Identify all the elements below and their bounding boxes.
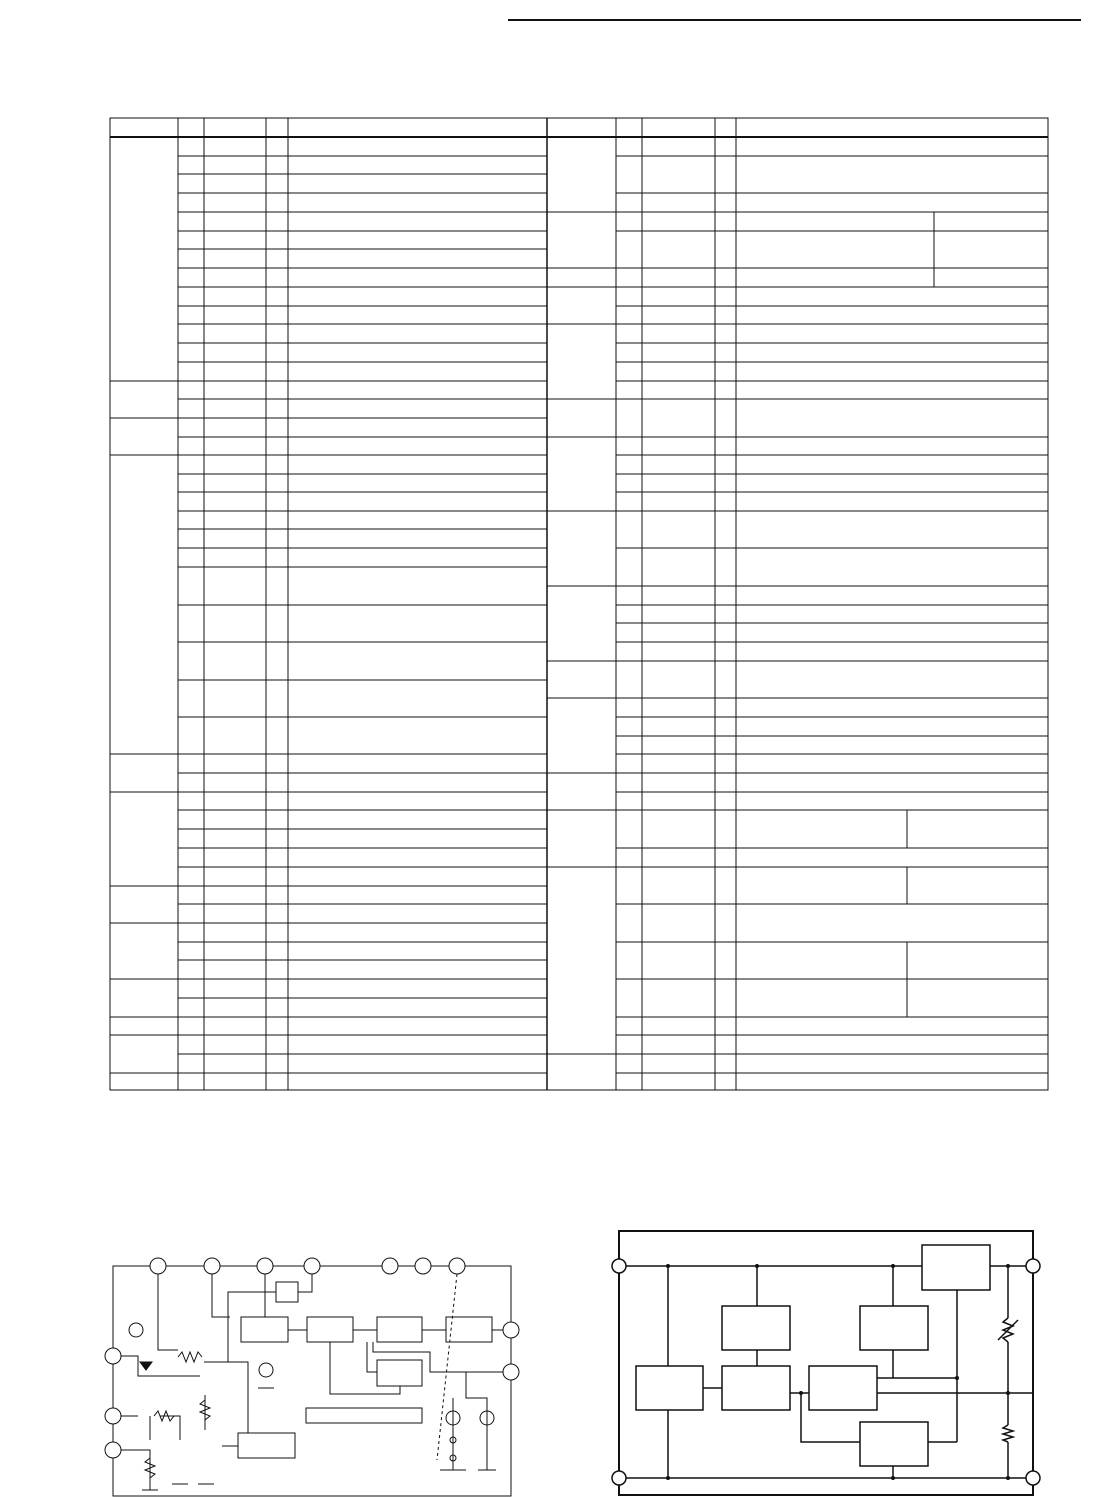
circuit-block xyxy=(922,1245,990,1290)
junction-dot xyxy=(891,1264,895,1268)
circuit-block xyxy=(238,1433,295,1458)
junction-dot xyxy=(799,1391,803,1395)
pin-terminal xyxy=(150,1258,166,1274)
dashed-link xyxy=(437,1274,457,1460)
right-rows xyxy=(547,156,1048,1073)
wire xyxy=(121,1356,200,1376)
circuit-block xyxy=(377,1317,422,1342)
pin-terminal xyxy=(304,1258,320,1274)
pin-terminal xyxy=(503,1322,519,1338)
pin-terminal xyxy=(1026,1259,1040,1273)
pin-table xyxy=(110,118,1048,1090)
junction-dot xyxy=(755,1264,759,1268)
resistor-icon xyxy=(1003,1425,1013,1442)
pin-terminal xyxy=(105,1348,121,1364)
junction-dot xyxy=(1006,1264,1010,1268)
circuit-block xyxy=(809,1366,877,1410)
pin-terminal xyxy=(382,1258,398,1274)
wire xyxy=(373,1342,503,1372)
diode-icon xyxy=(140,1362,152,1370)
circuit-block xyxy=(860,1422,928,1466)
wire xyxy=(204,1362,248,1433)
wire xyxy=(228,1292,276,1362)
current-source-icon xyxy=(259,1363,273,1377)
wire xyxy=(298,1274,312,1292)
pin-terminal xyxy=(449,1258,465,1274)
left-rows xyxy=(110,156,547,1073)
circuit-block xyxy=(307,1317,353,1342)
pin-terminal xyxy=(105,1408,121,1424)
circuit-block xyxy=(636,1366,703,1410)
wire xyxy=(801,1393,860,1442)
wire xyxy=(367,1342,377,1372)
pin-terminal xyxy=(257,1258,273,1274)
circuit-block xyxy=(377,1360,422,1386)
circuit-block xyxy=(446,1317,492,1342)
circuit-block xyxy=(722,1306,790,1350)
junction-dot xyxy=(955,1376,959,1380)
pin-terminal xyxy=(105,1442,121,1458)
pin-terminal xyxy=(612,1471,626,1485)
junction-dot xyxy=(666,1264,670,1268)
junction-dot xyxy=(1006,1391,1010,1395)
wire xyxy=(466,1372,487,1470)
right-block-diagram xyxy=(612,1231,1040,1495)
left-circuit-frame xyxy=(113,1266,511,1496)
current-source-icon xyxy=(129,1323,143,1337)
wire xyxy=(212,1274,230,1317)
resistor-icon xyxy=(178,1352,202,1362)
junction-dot xyxy=(891,1476,895,1480)
circuit-block xyxy=(276,1282,298,1302)
junction-dot xyxy=(1006,1476,1010,1480)
pin-terminal xyxy=(1026,1471,1040,1485)
pin-terminal xyxy=(415,1258,431,1274)
right-block-frame xyxy=(619,1231,1033,1495)
circuit-block xyxy=(860,1306,928,1350)
pin-terminal xyxy=(503,1364,519,1380)
pin-terminal xyxy=(612,1259,626,1273)
circuit-block xyxy=(306,1408,422,1423)
junction-dot xyxy=(666,1476,670,1480)
circuit-block xyxy=(722,1366,790,1410)
pin-terminal xyxy=(204,1258,220,1274)
left-circuit-diagram xyxy=(105,1258,519,1496)
circuit-block xyxy=(241,1317,288,1342)
wire xyxy=(158,1274,178,1350)
